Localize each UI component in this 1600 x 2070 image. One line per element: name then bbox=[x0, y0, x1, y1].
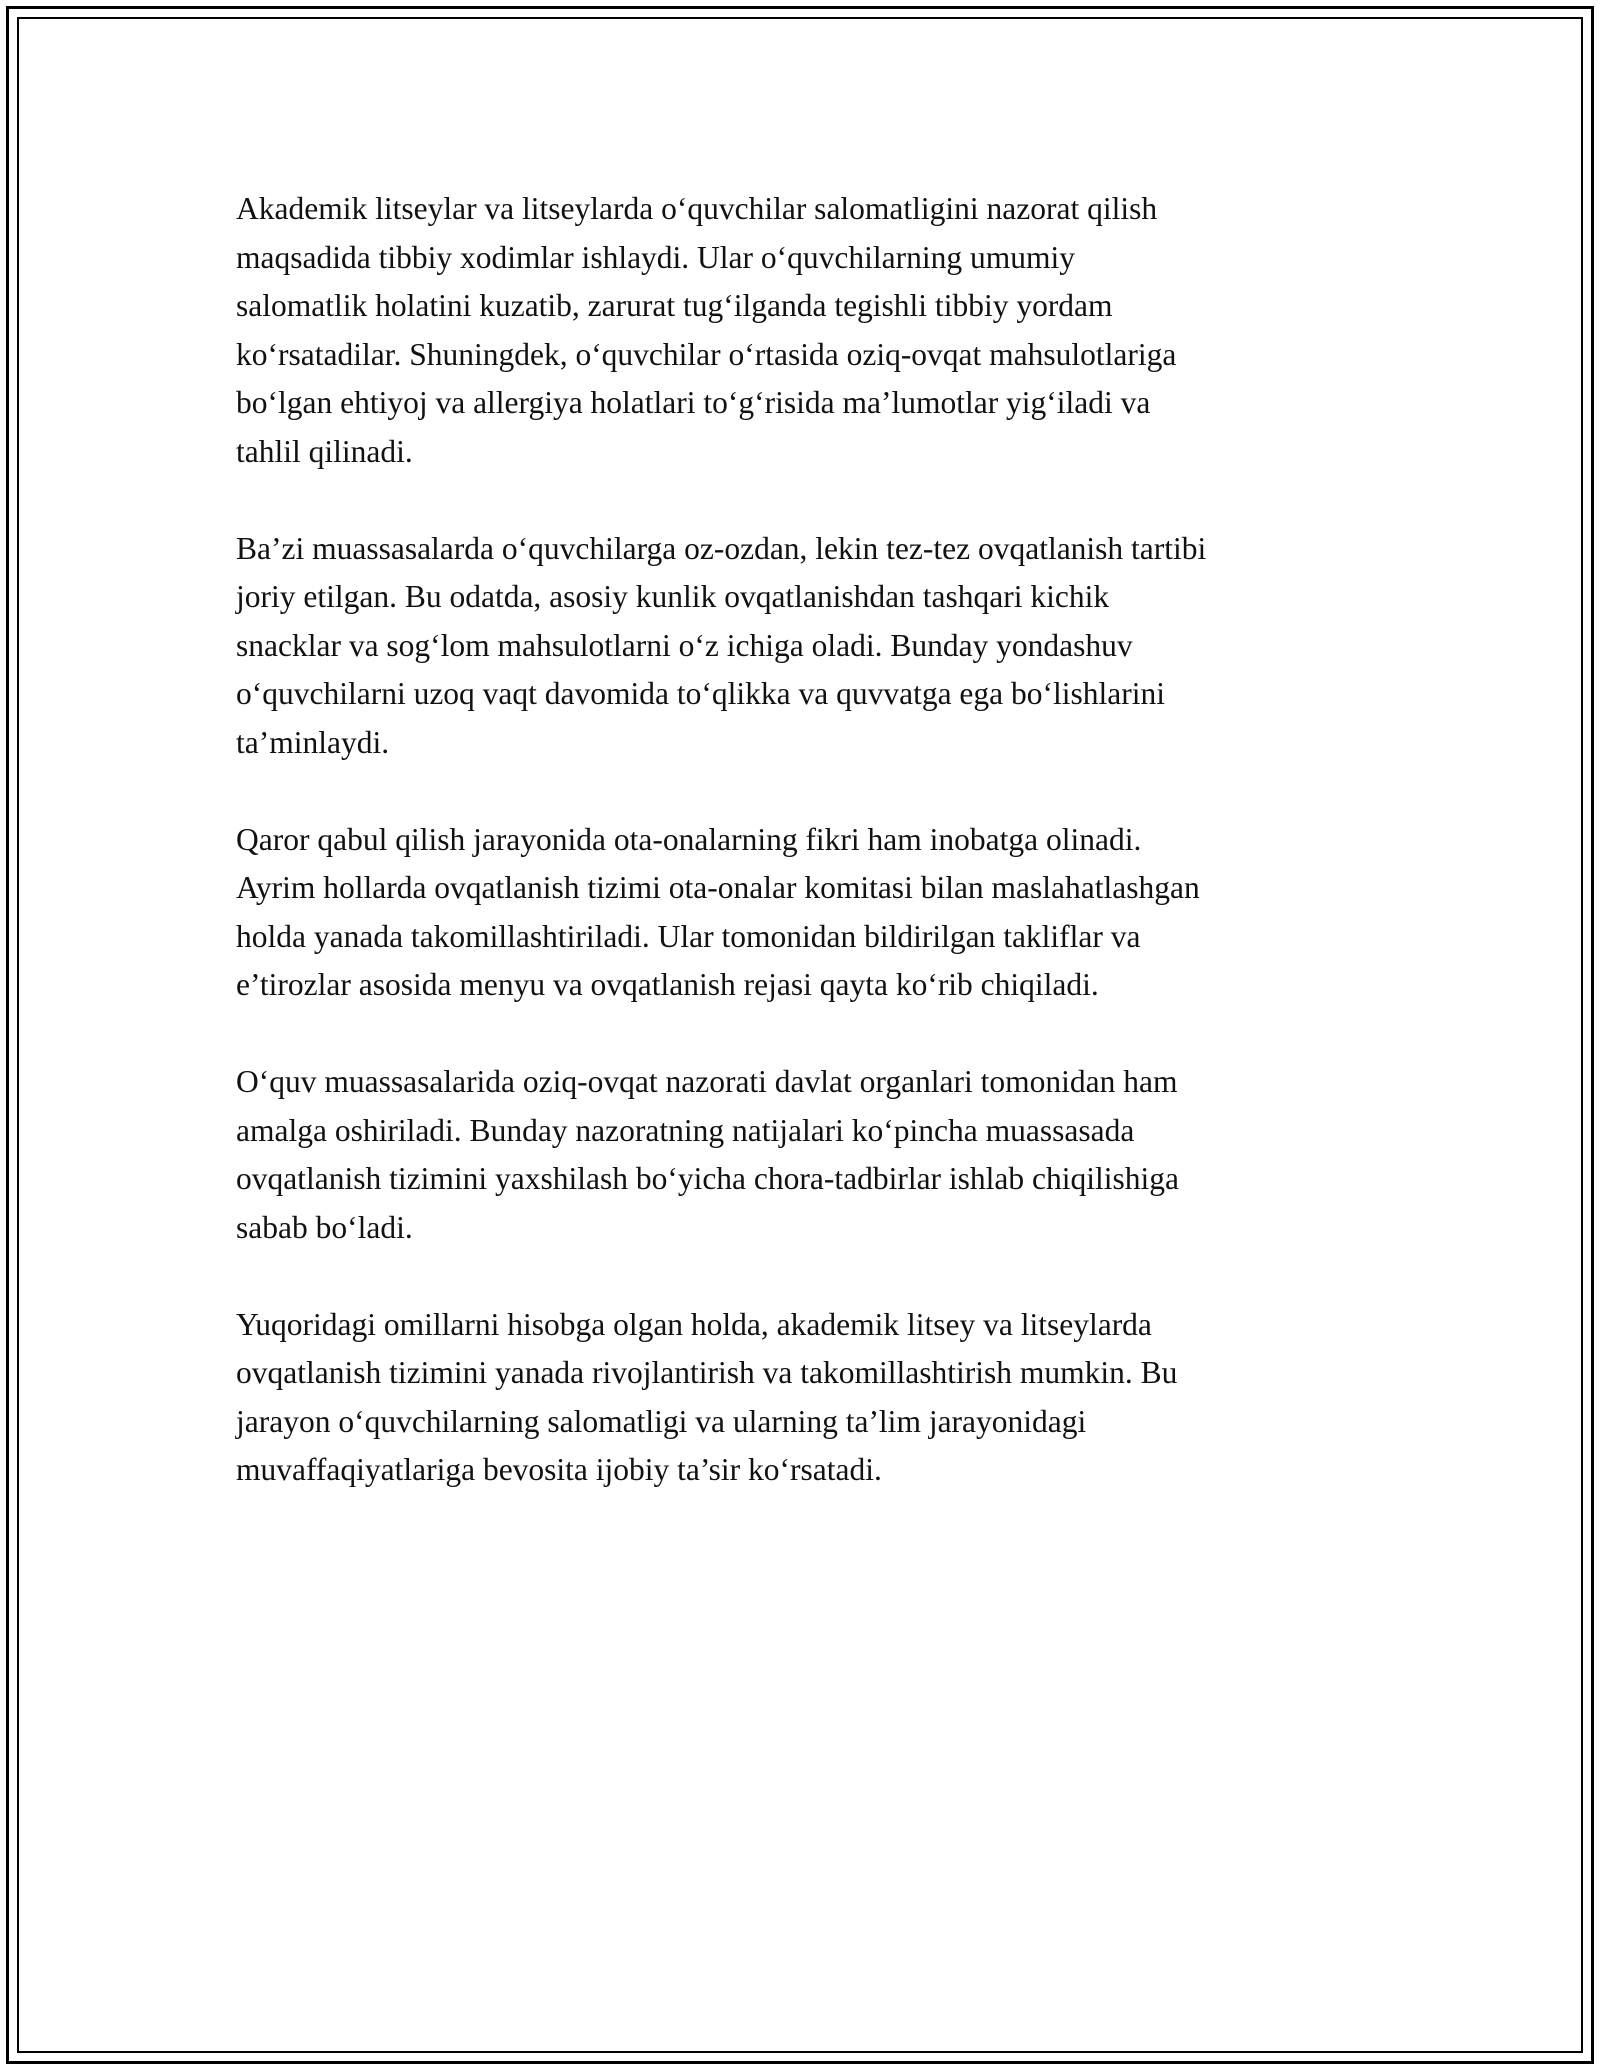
paragraph-line: ko‘rsatadilar. Shuningdek, o‘quvchilar o‘rtasida oziq-ovqat mahsulotlariga bbox=[236, 336, 1177, 372]
paragraph-line: holda yanada takomillashtiriladi. Ular tomonidan bildirilgan takliflar va bbox=[236, 918, 1141, 954]
paragraph-line: bo‘lgan ehtiyoj va allergiya holatlari to‘g‘risida ma’lumotlar yig‘iladi va bbox=[236, 385, 1151, 420]
paragraph-line: ovqatlanish tizimini yanada rivojlantirish va takomillashtirish mumkin. Bu bbox=[236, 1355, 1178, 1390]
paragraph-1 bbox=[236, 185, 1406, 476]
paragraph-line: Yuqoridagi omillarni hisobga olgan holda, akademik litsey va litseylarda bbox=[236, 1306, 1152, 1342]
paragraph-line: salomatlik holatini kuzatib, zarurat tug‘ilganda tegishli tibbiy yordam bbox=[236, 288, 1113, 323]
paragraph-line: tahlil qilinadi. bbox=[236, 433, 413, 469]
paragraph-line: maqsadida tibbiy xodimlar ishlaydi. Ular o‘quvchilarning umumiy bbox=[236, 239, 1075, 275]
paragraph-line: sabab bo‘ladi. bbox=[236, 1209, 413, 1245]
paragraph-line: jarayon o‘quvchilarning salomatligi va ularning ta’lim jarayonidagi bbox=[236, 1403, 1087, 1439]
paragraph-4 bbox=[236, 1058, 1406, 1252]
paragraph-line: ovqatlanish tizimini yaxshilash bo‘yicha chora-tadbirlar ishlab chiqilishiga bbox=[236, 1161, 1180, 1196]
paragraph-line: o‘quvchilarni uzoq vaqt davomida to‘qlikka va quvvatga ega bo‘lishlarini bbox=[236, 676, 1165, 711]
paragraph-5 bbox=[236, 1301, 1406, 1495]
document-body bbox=[236, 185, 1406, 1543]
paragraph-2 bbox=[236, 525, 1406, 768]
paragraph-3 bbox=[236, 816, 1406, 1010]
paragraph-line: e’tirozlar asosida menyu va ovqatlanish rejasi qayta ko‘rib chiqiladi. bbox=[236, 967, 1099, 1002]
paragraph-line: ta’minlaydi. bbox=[236, 724, 390, 760]
paragraph-line: muvaffaqiyatlariga bevosita ijobiy ta’sir ko‘rsatadi. bbox=[236, 1452, 882, 1487]
paragraph-line: amalga oshiriladi. Bunday nazoratning natijalari ko‘pincha muassasada bbox=[236, 1112, 1135, 1148]
paragraph-line: snacklar va sog‘lom mahsulotlarni o‘z ichiga oladi. Bunday yondashuv bbox=[236, 627, 1133, 663]
paragraph-line: Akademik litseylar va litseylarda o‘quvchilar salomatligini nazorat qilish bbox=[236, 191, 1158, 226]
paragraph-line: Ayrim hollarda ovqatlanish tizimi ota-onalar komitasi bilan maslahatlashgan bbox=[236, 870, 1200, 905]
paragraph-line: Qaror qabul qilish jarayonida ota-onalarning fikri ham inobatga olinadi. bbox=[236, 821, 1142, 857]
paragraph-line: joriy etilgan. Bu odatda, asosiy kunlik ovqatlanishdan tashqari kichik bbox=[236, 579, 1110, 614]
paragraph-line: Ba’zi muassasalarda o‘quvchilarga oz-ozdan, lekin tez-tez ovqatlanish tartibi bbox=[236, 530, 1207, 566]
paragraph-line: O‘quv muassasalarida oziq-ovqat nazorati davlat organlari tomonidan ham bbox=[236, 1064, 1178, 1099]
